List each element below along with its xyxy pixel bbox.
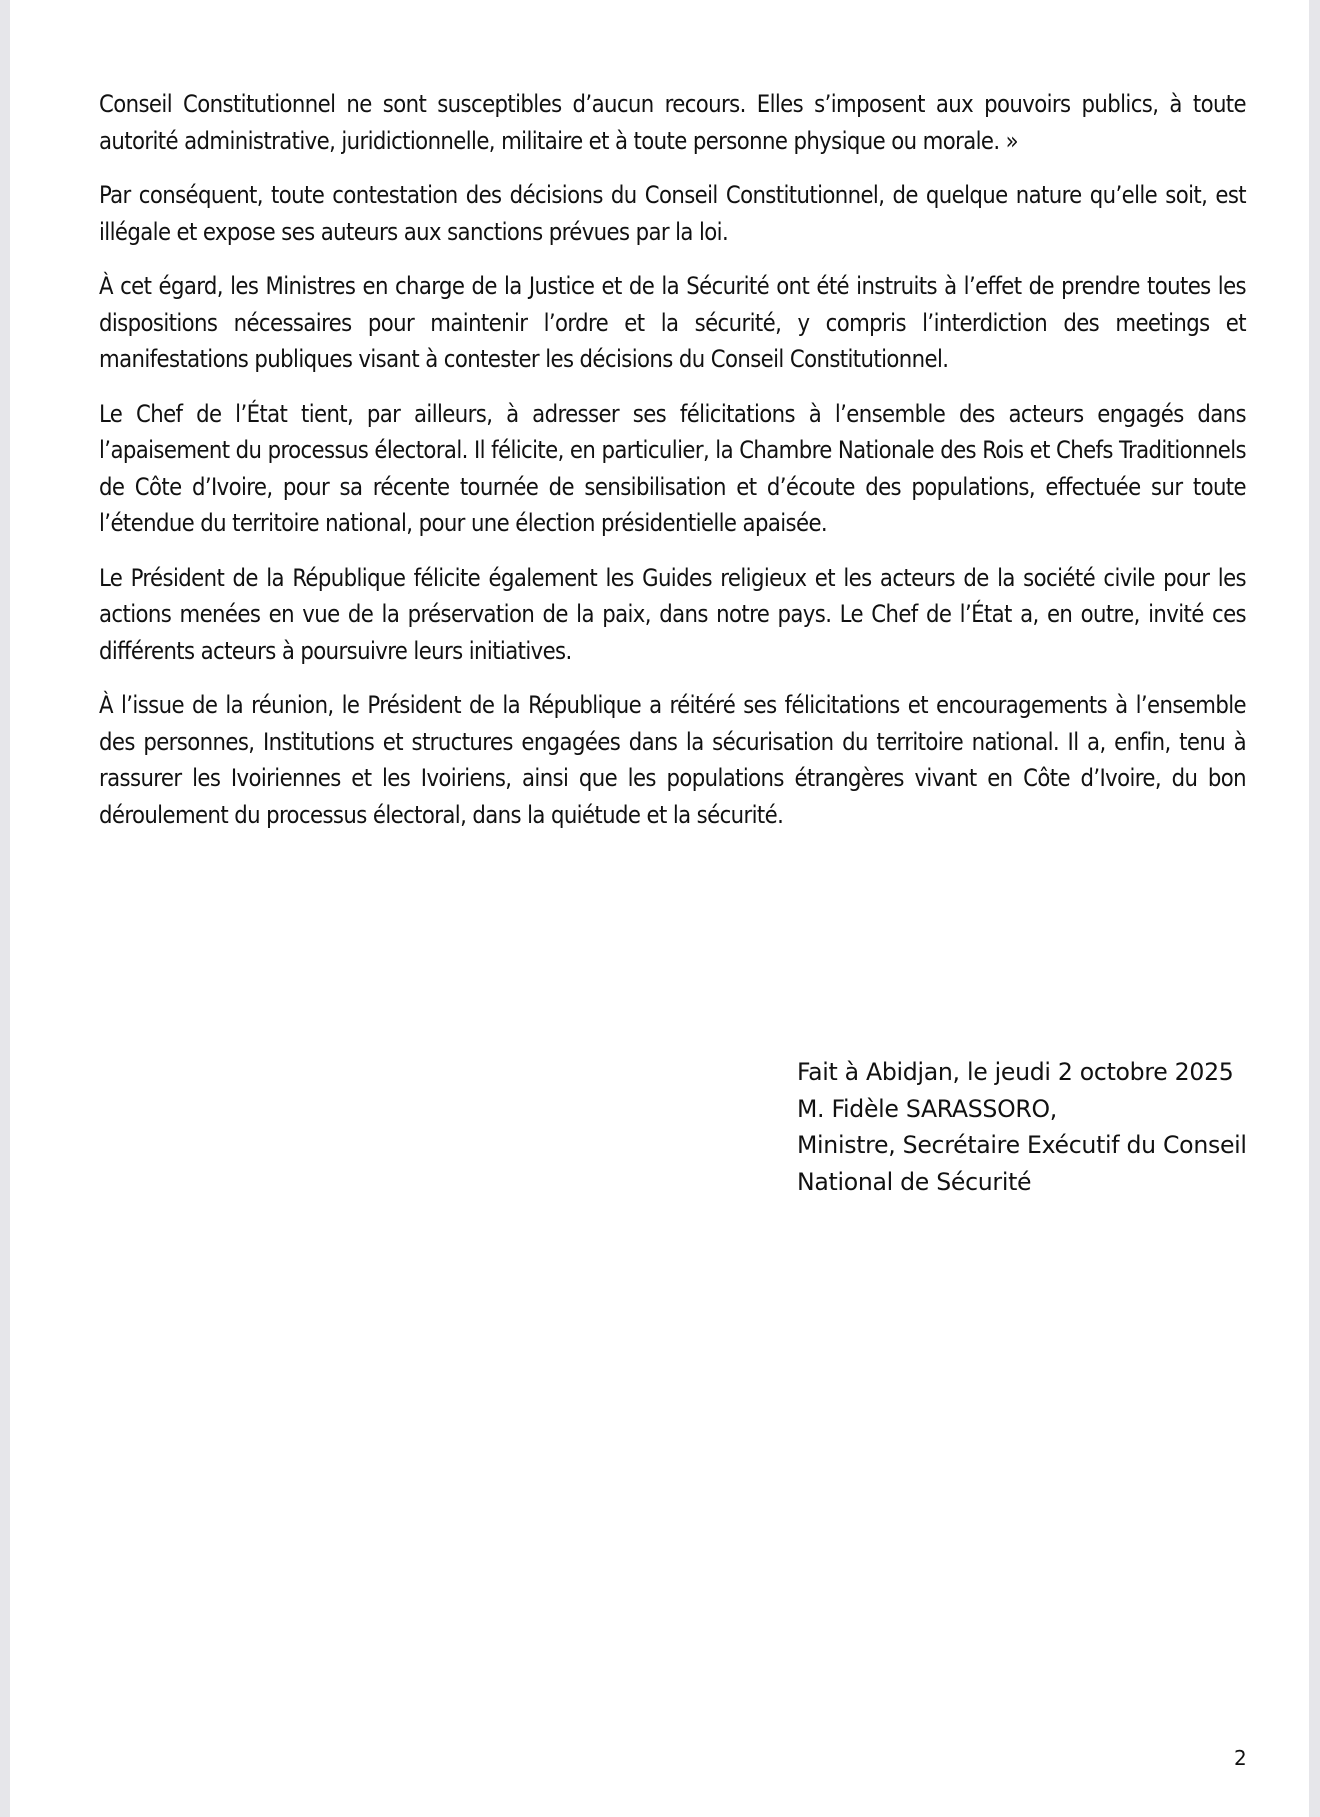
signature-title-line1: Ministre, Secrétaire Exécutif du Conseil <box>797 1131 1247 1159</box>
signature-name: M. Fidèle SARASSORO, <box>797 1094 1057 1123</box>
signature-place-date: Fait à Abidjan, le jeudi 2 octobre 2025 <box>797 1058 1234 1086</box>
paragraph-decisions-binding: Conseil Constitutionnel ne sont susceptibles d’aucun recours. Elles s’imposent aux pouvoirs publics, à toute autorité administrative, juridictionnelle, militaire et à toute personne physique ou morale. » <box>99 90 1246 155</box>
document-page <box>10 0 1309 1817</box>
paragraph-chief-congratulations: Le Chef de l’État tient, par ailleurs, à adresser ses félicitations à l’ensemble des acteurs engagés dans l’apaisement du processus électoral. Il félicite, en particulier, la Chambre Nationale des Rois et Chefs Traditionnels de Côte d’Ivoire, pour sa récente tournée de sensibilisation et d’écoute des populations, effectuée sur toute l’étendue du territoire national, pour une élection présidentielle apaisée. <box>99 399 1246 537</box>
document-body <box>99 86 1246 851</box>
signature-block <box>797 1054 1247 1200</box>
page-number: 2 <box>1234 1746 1247 1770</box>
paragraph-ministers-instructed: À cet égard, les Ministres en charge de la Justice et de la Sécurité ont été instruits à l’effet de prendre toutes les dispositions nécessaires pour maintenir l’ordre et la sécurité, y compris l’interdiction des meetings et manifestations publiques visant à contester les décisions du Conseil Constitutionnel. <box>99 272 1246 373</box>
paragraph-meeting-conclusion: À l’issue de la réunion, le Président de la République a réitéré ses félicitations et encouragements à l’ensemble des personnes, Institutions et structures engagées dans la sécurisation du territoire national. Il a, enfin, tenu à rassurer les Ivoiriennes et les Ivoiriens, ainsi que les populations étrangères vivant en Côte d’Ivoire, du bon déroulement du processus électoral, dans la quiétude et la sécurité. <box>99 691 1246 829</box>
signature-title-line2: National de Sécurité <box>797 1167 1032 1196</box>
paragraph-contestation-illegal: Par conséquent, toute contestation des décisions du Conseil Constitutionnel, de quelque nature qu’elle soit, est illégale et expose ses auteurs aux sanctions prévues par la loi. <box>99 181 1246 246</box>
paragraph-religious-guides: Le Président de la République félicite également les Guides religieux et les acteurs de la société civile pour les actions menées en vue de la préservation de la paix, dans notre pays. Le Chef de l’État a, en outre, invité ces différents acteurs à poursuivre leurs initiatives. <box>99 563 1246 665</box>
